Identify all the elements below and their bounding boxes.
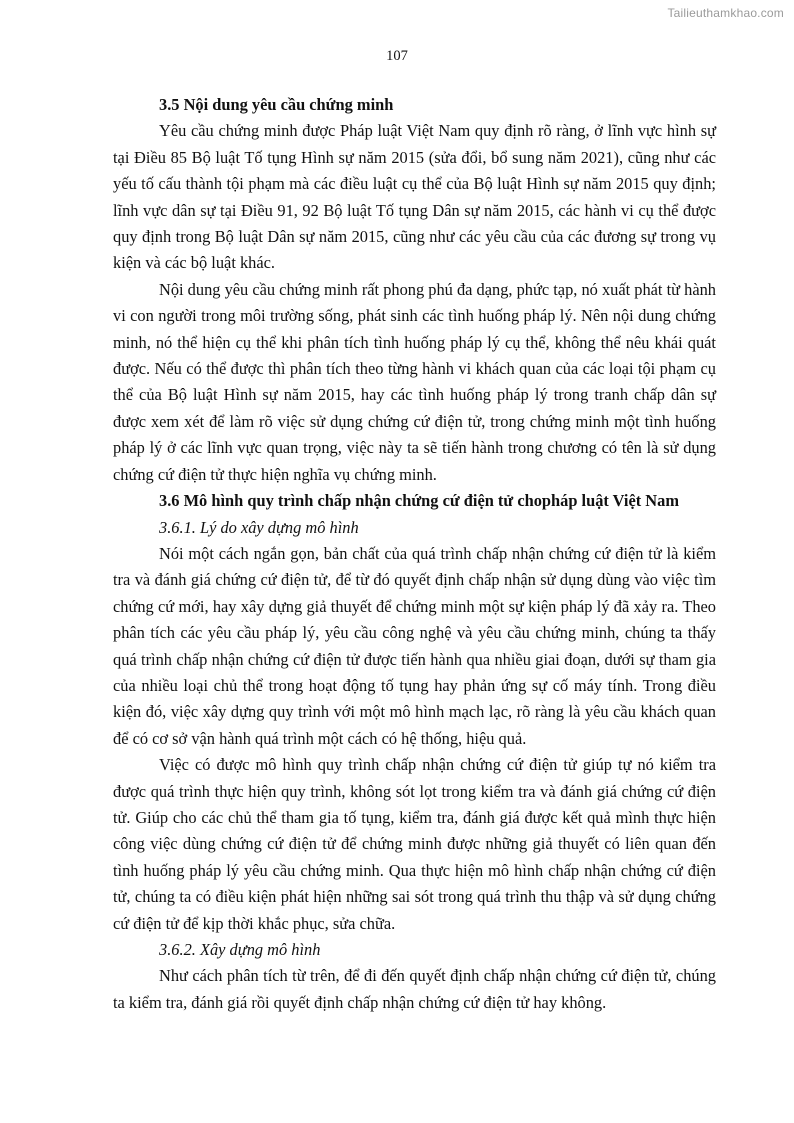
watermark-text: Tailieuthamkhao.com xyxy=(667,6,784,20)
section-3-6-2-paragraph-1: Như cách phân tích từ trên, để đi đến quyết định chấp nhận chứng cứ điện tử, chúng ta kiểm tra, đánh giá rồi quyết định chấp nhận chứng cứ điện tử hay không. xyxy=(113,966,716,1012)
section-3-5-paragraph-1: Yêu cầu chứng minh được Pháp luật Việt Nam quy định rõ ràng, ở lĩnh vực hình sự tại Điều 85 Bộ luật Tố tụng Hình sự năm 2015 (sửa đổi, bổ sung năm 2021), cũng như các yếu tố cấu thành tội phạm mà các điều luật cụ thể của Bộ luật Hình sự năm 2015 quy định; lĩnh vực dân sự tại Điều 91, 92 Bộ luật Tố tụng Dân sự năm 2015, các hành vi cụ thể được quy định trong Bộ luật Dân sự năm 2015, cũng như các yêu cầu của các đương sự trong vụ kiện và các bộ luật khác. xyxy=(113,121,716,273)
section-3-6-heading: 3.6 Mô hình quy trình chấp nhận chứng cứ điện tử chopháp luật Việt Nam xyxy=(159,491,679,511)
section-3-6-2-heading: 3.6.2. Xây dựng mô hình xyxy=(159,940,321,959)
page-number: 107 xyxy=(386,48,408,64)
section-3-5-heading: 3.5 Nội dung yêu cầu chứng minh xyxy=(159,95,394,114)
section-3-6-1-paragraph-2: Việc có được mô hình quy trình chấp nhận chứng cứ điện tử giúp tự nó kiểm tra được quá trình thực hiện quy trình, không sót lọt trong kiểm tra và đánh giá chứng cứ điện tử. Giúp cho các chủ thể tham gia tố tụng, kiểm tra, đánh giá được kết quả mình thực hiện công việc dùng chứng cứ điện tử để chứng minh được những giả thuyết có liên quan đến tình huống pháp lý yêu cầu chứng minh. Qua thực hiện mô hình chấp nhận chứng cứ điện tử, chúng ta có điều kiện phát hiện những sai sót trong quá trình thu thập và sử dụng chứng cứ điện tử để kịp thời khắc phục, sửa chữa. xyxy=(113,755,716,933)
document-body xyxy=(113,92,716,1016)
section-3-5-paragraph-2: Nội dung yêu cầu chứng minh rất phong phú đa dạng, phức tạp, nó xuất phát từ hành vi con người trong môi trường sống, phát sinh các tình huống pháp lý. Nên nội dung chứng minh, nó thể hiện cụ thể khi phân tích tình huống pháp lý cụ thể, không thể nêu khái quát được. Nếu có thể được thì phân tích theo từng hành vi khách quan của các loại tội phạm cụ thể của Bộ luật Hình sự năm 2015, hay các tình huống pháp lý trong tranh chấp dân sự được xem xét để làm rõ việc sử dụng chứng cứ điện tử, trong chứng minh một tình huống pháp lý ở các lĩnh vực quan trọng, việc này ta sẽ tiến hành trong chương có tên là sử dụng chứng cứ điện tử thực hiện nghĩa vụ chứng minh. xyxy=(113,279,716,484)
section-3-6-1-heading: 3.6.1. Lý do xây dựng mô hình xyxy=(159,517,359,537)
section-3-6-1-paragraph-1: Nói một cách ngắn gọn, bản chất của quá trình chấp nhận chứng cứ điện tử là kiểm tra và đánh giá chứng cứ điện tử, để từ đó quyết định chấp nhận sử dụng dùng vào việc tìm chứng cứ mới, hay xây dựng giả thuyết để chứng minh một sự kiện pháp lý đã xảy ra. Theo phân tích các yêu cầu pháp lý, yêu cầu công nghệ và yêu cầu chứng minh, chúng ta thấy quá trình chấp nhận chứng cứ điện tử được tiến hành qua nhiều giai đoạn, dưới sự tham gia của nhiều loại chủ thể trong hoạt động tố tụng hay phản ứng sự cố máy tính. Trong điều kiện đó, việc xây dựng quy trình với một mô hình mạch lạc, rõ ràng là yêu cầu khách quan để có cơ sở vận hành quá trình một cách có hệ thống, hiệu quả. xyxy=(113,543,716,748)
